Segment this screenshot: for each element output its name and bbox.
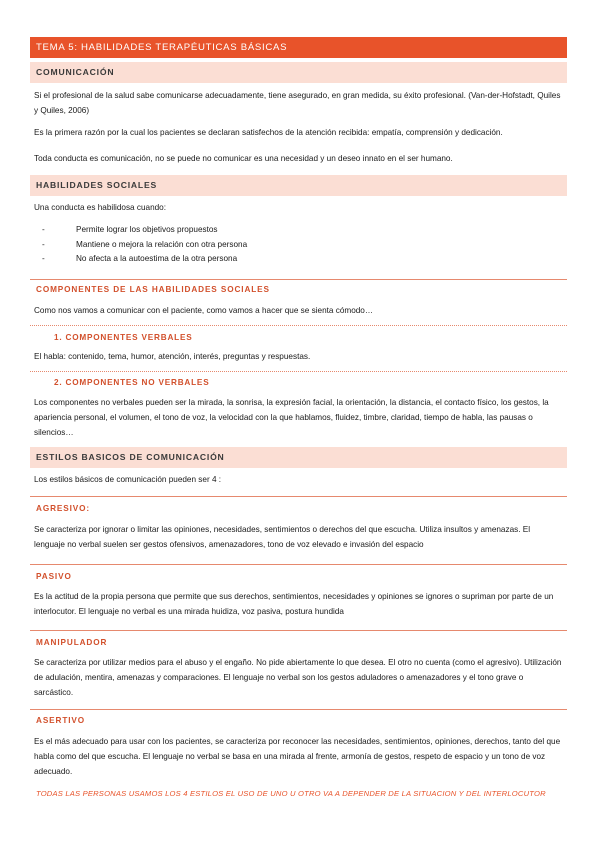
comunicacion-paragraph-2: Es la primera razón por la cual los pacientes se declaran satisfechos de la atención recibida: empatía, comprensión y dedicación. <box>34 128 503 137</box>
comunicacion-paragraph-1: Si el profesional de la salud sabe comunicarse adecuadamente, tiene asegurado, en gran medida, su éxito profesional. (Van-der-Hofstadt, Quiles y Quiles, 2006) <box>34 91 561 115</box>
pasivo-text: Es la actitud de la propia persona que permite que sus derechos, sentimientos, necesidades y opiniones se ignores o supriman por parte de un interlocutor. El lenguaje no verbal es una mirada huidiza, voz pasiva, postura hundida <box>34 592 554 616</box>
componentes-verbales-text: El habla: contenido, tema, humor, atención, interés, preguntas y respuestas. <box>34 352 311 361</box>
list-item: - Permite lograr los objetivos propuestos <box>42 225 218 234</box>
estilos-intro: Los estilos básicos de comunicación pueden ser 4 : <box>34 475 222 484</box>
componentes-intro: Como nos vamos a comunicar con el paciente, como vamos a hacer que se sienta cómodo… <box>34 306 374 315</box>
comunicacion-paragraph-3: Toda conducta es comunicación, no se puede no comunicar es una necesidad y un deseo innato en el ser humano. <box>34 154 453 163</box>
habilidades-list <box>30 223 567 267</box>
heading-pasivo: PASIVO <box>36 572 72 581</box>
topic-title-bar <box>30 37 567 58</box>
section-rule <box>30 496 567 497</box>
list-item: - No afecta a la autoestima de la otra persona <box>42 254 238 263</box>
heading-asertivo: ASERTIVO <box>36 716 86 725</box>
section-rule <box>30 709 567 710</box>
heading-manipulador: MANIPULADOR <box>36 638 108 647</box>
section-rule <box>30 564 567 565</box>
section-heading-componentes: COMPONENTES DE LAS HABILIDADES SOCIALES <box>36 285 270 294</box>
section-rule <box>30 630 567 631</box>
componentes-no-verbales-text: Los componentes no verbales pueden ser la mirada, la sonrisa, la expresión facial, la orientación, la distancia, el contacto físico, los gestos, la apariencia personal, el volumen, el tono de voz, la velocidad con la que hablamos, fluidez, timbre, claridad, tiempo de habla, las pausas o silencios… <box>34 398 549 437</box>
asertivo-text: Es el más adecuado para usar con los pacientes, se caracteriza por reconocer las necesidades, sentimientos, opiniones, derechos, tanto del que habla como del que escucha. El lenguaje no verbal se basa en una mirada al frente, armonía de gestos, respeto de espacio y un tono de voz adecuado. <box>34 737 561 776</box>
habilidades-intro: Una conducta es habilidosa cuando: <box>34 203 167 212</box>
subheading-componentes-verbales: 1. COMPONENTES VERBALES <box>54 333 193 342</box>
section-heading-comunicacion: COMUNICACIÓN <box>30 62 567 83</box>
section-heading-estilos: ESTILOS BASICOS DE COMUNICACIÓN <box>30 447 567 468</box>
topic-title: TEMA 5: HABILIDADES TERAPÉUTICAS BÁSICAS <box>36 42 288 53</box>
footer-note: TODAS LAS PERSONAS USAMOS LOS 4 ESTILOS EL USO DE UNO U OTRO VA A DEPENDER DE LA SITUACION Y DEL INTERLOCUTOR <box>36 789 546 798</box>
section-rule <box>30 279 567 280</box>
section-heading-habilidades: HABILIDADES SOCIALES <box>30 175 567 196</box>
heading-agresivo: AGRESIVO: <box>36 504 91 513</box>
subheading-componentes-no-verbales: 2. COMPONENTES NO VERBALES <box>54 378 210 387</box>
subsection-rule <box>30 371 567 372</box>
manipulador-text: Se caracteriza por utilizar medios para el abuso y el engaño. No pide abiertamente lo que desea. El otro no cuenta (como el agresivo). Utilización de adulación, mentira, amenazas y comparaciones. El lenguaje no verbal son los gestos aduladores o amenazadores y el tono grave o sarcástico. <box>34 658 562 697</box>
list-item: - Mantiene o mejora la relación con otra persona <box>42 239 248 249</box>
subsection-rule <box>30 325 567 326</box>
agresivo-text: Se caracteriza por ignorar o limitar las opiniones, necesidades, sentimientos o derechos del que escucha. Utiliza insultos y amenazas. El lenguaje no verbal suelen ser gestos ofensivos, amenazadores, tono de voz elevado e invasión del espacio <box>34 525 531 549</box>
